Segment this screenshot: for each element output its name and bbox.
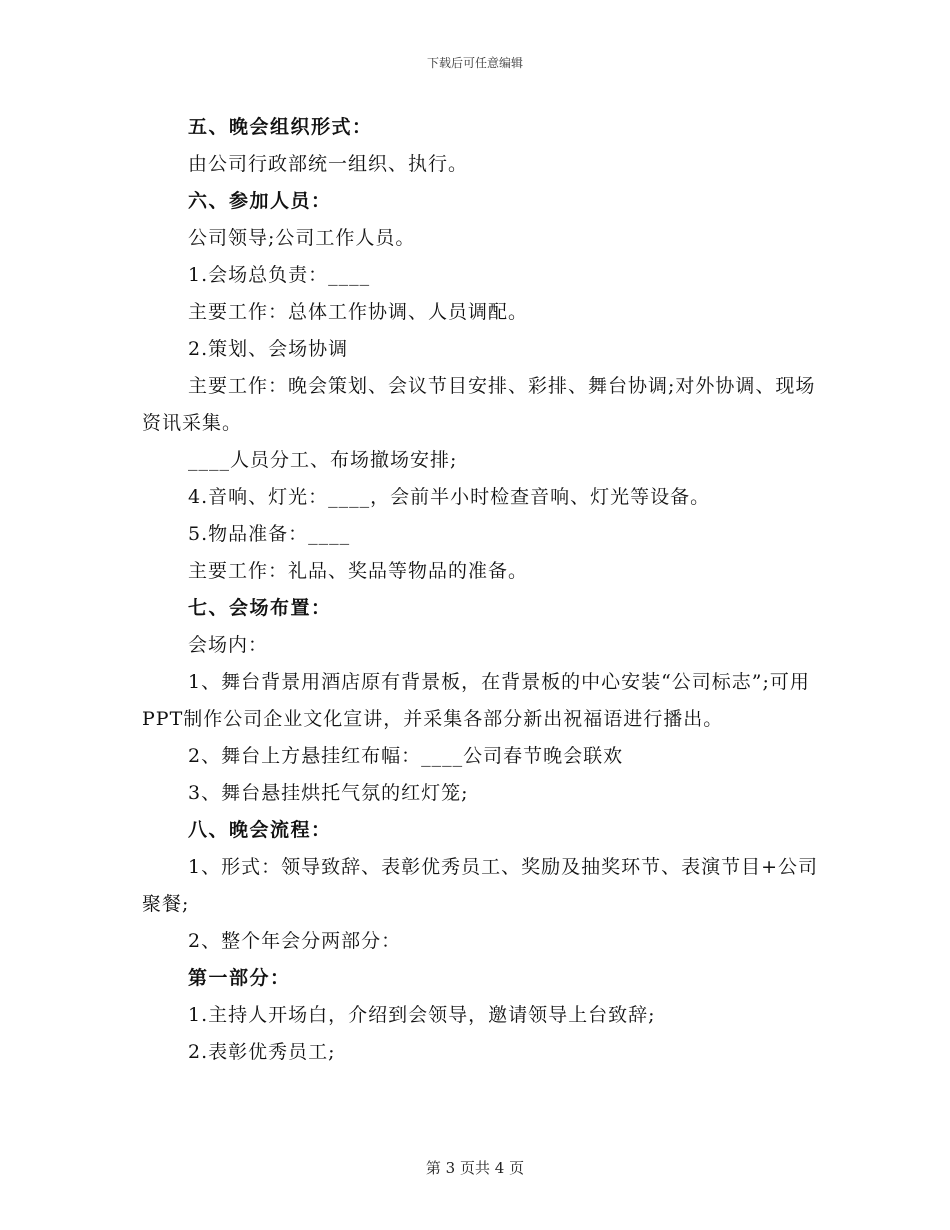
section-heading-venue: 七、会场布置： [188, 597, 332, 619]
paragraph-line: 1.会场总负责：____ [188, 264, 371, 286]
paragraph-line: 2.策划、会场协调 [188, 338, 349, 360]
document-body [142, 109, 832, 1071]
page-header: 下载后可任意编辑 [426, 56, 523, 70]
paragraph-line: 主要工作：总体工作协调、人员调配。 [188, 301, 529, 323]
paragraph-line: 5.物品准备：____ [188, 523, 351, 545]
section-heading-participants: 六、参加人员： [188, 190, 332, 212]
paragraph-line: 1.主持人开场白，介绍到会领导，邀请领导上台致辞; [188, 1004, 656, 1026]
paragraph-line: 主要工作：礼品、奖品等物品的准备。 [188, 560, 529, 582]
paragraph-wrapped: 1、形式：领导致辞、表彰优秀员工、奖励及抽奖环节、表演节目+公司聚餐; [142, 856, 819, 915]
subsection-heading-part-one: 第一部分： [188, 967, 291, 989]
section-heading-process: 八、晚会流程： [188, 819, 332, 841]
paragraph-line: 3、舞台悬挂烘托气氛的红灯笼; [188, 782, 469, 804]
paragraph-line: 2、整个年会分两部分： [188, 930, 402, 952]
section-heading-organization: 五、晚会组织形式： [188, 116, 373, 138]
paragraph-line: 2.表彰优秀员工; [188, 1041, 336, 1063]
paragraph-line: 由公司行政部统一组织、执行。 [188, 153, 469, 175]
paragraph-line: 2、舞台上方悬挂红布幅：____公司春节晚会联欢 [188, 745, 624, 767]
paragraph-wrapped: 1、舞台背景用酒店原有背景板，在背景板的中心安装“公司标志”;可用PPT制作公司企业文化宣讲，并采集各部分新出祝福语进行播出。 [142, 671, 810, 730]
paragraph-line: 公司领导;公司工作人员。 [188, 227, 416, 249]
page-number: 第 3 页共 4 页 [425, 1159, 525, 1177]
paragraph-line: 4.音响、灯光：____，会前半小时检查音响、灯光等设备。 [188, 486, 711, 508]
paragraph-line: 会场内： [188, 634, 269, 656]
paragraph-wrapped: 主要工作：晚会策划、会议节目安排、彩排、舞台协调;对外协调、现场资讯采集。 [142, 375, 816, 434]
paragraph-line: ____人员分工、布场撤场安排; [188, 449, 458, 471]
